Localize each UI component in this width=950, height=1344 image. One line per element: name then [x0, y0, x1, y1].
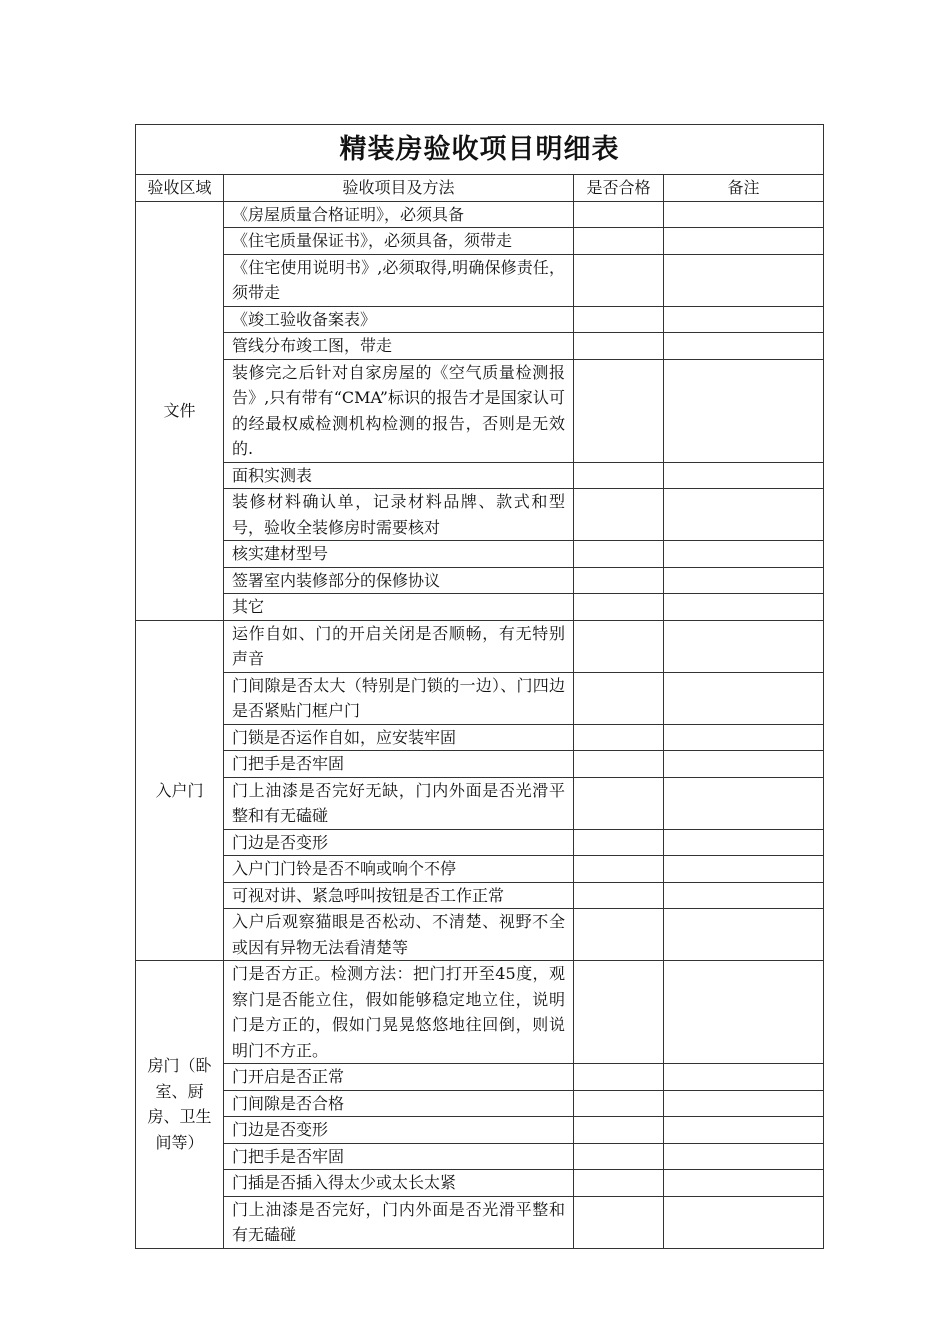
pass-cell[interactable] — [574, 333, 664, 360]
item-cell: 《住宅质量保证书》，必须具备，须带走 — [224, 228, 574, 255]
pass-cell[interactable] — [574, 751, 664, 778]
note-cell[interactable] — [664, 541, 824, 568]
item-cell: 管线分布竣工图，带走 — [224, 333, 574, 360]
title-row — [136, 125, 824, 175]
pass-cell[interactable] — [574, 594, 664, 621]
area-cell: 入户门 — [136, 620, 224, 961]
pass-cell[interactable] — [574, 1196, 664, 1248]
item-cell: 门边是否变形 — [224, 829, 574, 856]
table-row — [136, 541, 824, 568]
item-cell: 《竣工验收备案表》 — [224, 306, 574, 333]
item-cell: 门上油漆是否完好无缺，门内外面是否光滑平整和有无磕碰 — [224, 777, 574, 829]
pass-cell[interactable] — [574, 489, 664, 541]
item-cell: 门间隙是否太大（特别是门锁的一边）、门四边是否紧贴门框户门 — [224, 672, 574, 724]
note-cell[interactable] — [664, 306, 824, 333]
table-row — [136, 1143, 824, 1170]
note-cell[interactable] — [664, 724, 824, 751]
table-row — [136, 909, 824, 961]
note-cell[interactable] — [664, 1170, 824, 1197]
note-cell[interactable] — [664, 228, 824, 255]
table-row — [136, 882, 824, 909]
table-row — [136, 594, 824, 621]
table-row — [136, 961, 824, 1064]
header-row — [136, 175, 824, 202]
document-page — [135, 124, 823, 1249]
header-note: 备注 — [664, 175, 824, 202]
note-cell[interactable] — [664, 777, 824, 829]
pass-cell[interactable] — [574, 961, 664, 1064]
table-row — [136, 1064, 824, 1091]
item-cell: 门开启是否正常 — [224, 1064, 574, 1091]
note-cell[interactable] — [664, 359, 824, 462]
note-cell[interactable] — [664, 333, 824, 360]
table-row — [136, 751, 824, 778]
pass-cell[interactable] — [574, 909, 664, 961]
note-cell[interactable] — [664, 909, 824, 961]
table-row — [136, 1117, 824, 1144]
table-row — [136, 462, 824, 489]
item-cell: 入户后观察猫眼是否松动、不清楚、视野不全或因有异物无法看清楚等 — [224, 909, 574, 961]
note-cell[interactable] — [664, 1117, 824, 1144]
area-cell: 房门（卧室、厨房、卫生间等） — [136, 961, 224, 1249]
header-area: 验收区域 — [136, 175, 224, 202]
pass-cell[interactable] — [574, 462, 664, 489]
table-row — [136, 620, 824, 672]
pass-cell[interactable] — [574, 1170, 664, 1197]
pass-cell[interactable] — [574, 620, 664, 672]
table-row — [136, 228, 824, 255]
area-cell: 文件 — [136, 201, 224, 620]
item-cell: 核实建材型号 — [224, 541, 574, 568]
table-row — [136, 777, 824, 829]
table-row — [136, 672, 824, 724]
item-cell: 门是否方正。检测方法：把门打开至45度，观察门是否能立住，假如能够稳定地立住，说明门是方正的，假如门晃晃悠悠地往回倒，则说明门不方正。 — [224, 961, 574, 1064]
pass-cell[interactable] — [574, 228, 664, 255]
table-row — [136, 724, 824, 751]
note-cell[interactable] — [664, 751, 824, 778]
pass-cell[interactable] — [574, 882, 664, 909]
pass-cell[interactable] — [574, 1064, 664, 1091]
note-cell[interactable] — [664, 1090, 824, 1117]
note-cell[interactable] — [664, 829, 824, 856]
item-cell: 入户门门铃是否不响或响个不停 — [224, 856, 574, 883]
note-cell[interactable] — [664, 856, 824, 883]
item-cell: 装修材料确认单，记录材料品牌、款式和型号，验收全装修房时需要核对 — [224, 489, 574, 541]
item-cell: 《住宅使用说明书》,必须取得,明确保修责任，须带走 — [224, 254, 574, 306]
note-cell[interactable] — [664, 961, 824, 1064]
note-cell[interactable] — [664, 594, 824, 621]
item-cell: 运作自如、门的开启关闭是否顺畅，有无特别声音 — [224, 620, 574, 672]
item-cell: 门把手是否牢固 — [224, 1143, 574, 1170]
item-cell: 其它 — [224, 594, 574, 621]
table-row — [136, 1196, 824, 1248]
pass-cell[interactable] — [574, 1090, 664, 1117]
item-cell: 门间隙是否合格 — [224, 1090, 574, 1117]
table-row — [136, 306, 824, 333]
note-cell[interactable] — [664, 254, 824, 306]
page-title: 精装房验收项目明细表 — [136, 125, 824, 175]
pass-cell[interactable] — [574, 201, 664, 228]
pass-cell[interactable] — [574, 1143, 664, 1170]
item-cell: 门边是否变形 — [224, 1117, 574, 1144]
note-cell[interactable] — [664, 1196, 824, 1248]
item-cell: 签署室内装修部分的保修协议 — [224, 567, 574, 594]
item-cell: 可视对讲、紧急呼叫按钮是否工作正常 — [224, 882, 574, 909]
pass-cell[interactable] — [574, 777, 664, 829]
item-cell: 装修完之后针对自家房屋的《空气质量检测报告》,只有带有“CMA”标识的报告才是国家认可的经最权威检测机构检测的报告，否则是无效的. — [224, 359, 574, 462]
pass-cell[interactable] — [574, 254, 664, 306]
pass-cell[interactable] — [574, 829, 664, 856]
pass-cell[interactable] — [574, 567, 664, 594]
table-row — [136, 567, 824, 594]
table-row — [136, 254, 824, 306]
item-cell: 门插是否插入得太少或太长太紧 — [224, 1170, 574, 1197]
header-pass: 是否合格 — [574, 175, 664, 202]
pass-cell[interactable] — [574, 724, 664, 751]
note-cell[interactable] — [664, 462, 824, 489]
item-cell: 面积实测表 — [224, 462, 574, 489]
table-row — [136, 1170, 824, 1197]
pass-cell[interactable] — [574, 306, 664, 333]
table-row — [136, 489, 824, 541]
pass-cell[interactable] — [574, 359, 664, 462]
note-cell[interactable] — [664, 882, 824, 909]
note-cell[interactable] — [664, 489, 824, 541]
table-row — [136, 1090, 824, 1117]
table-row — [136, 333, 824, 360]
table-row — [136, 201, 824, 228]
note-cell[interactable] — [664, 672, 824, 724]
inspection-table — [135, 124, 824, 1249]
note-cell[interactable] — [664, 567, 824, 594]
note-cell[interactable] — [664, 1064, 824, 1091]
item-cell: 门把手是否牢固 — [224, 751, 574, 778]
pass-cell[interactable] — [574, 856, 664, 883]
table-row — [136, 856, 824, 883]
item-cell: 门上油漆是否完好，门内外面是否光滑平整和有无磕碰 — [224, 1196, 574, 1248]
note-cell[interactable] — [664, 201, 824, 228]
pass-cell[interactable] — [574, 672, 664, 724]
item-cell: 《房屋质量合格证明》，必须具备 — [224, 201, 574, 228]
pass-cell[interactable] — [574, 541, 664, 568]
note-cell[interactable] — [664, 620, 824, 672]
table-row — [136, 359, 824, 462]
header-item: 验收项目及方法 — [224, 175, 574, 202]
pass-cell[interactable] — [574, 1117, 664, 1144]
table-row — [136, 829, 824, 856]
note-cell[interactable] — [664, 1143, 824, 1170]
item-cell: 门锁是否运作自如，应安装牢固 — [224, 724, 574, 751]
